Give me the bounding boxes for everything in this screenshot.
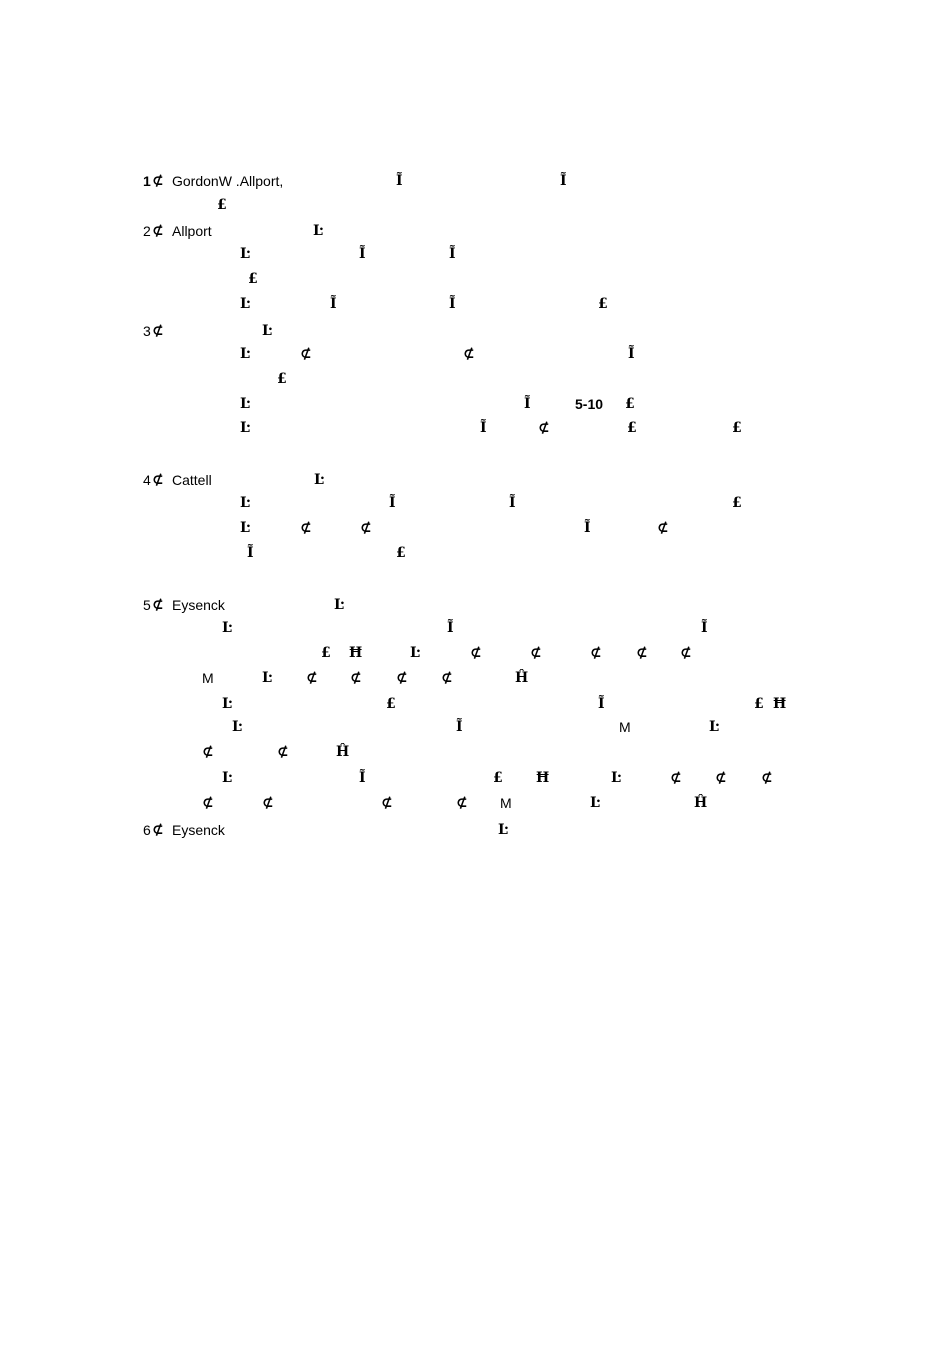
text-line (0, 493, 950, 513)
glyph-run: Ĩ (359, 770, 366, 786)
text-line (0, 717, 950, 737)
glyph-run: £ (321, 645, 331, 661)
text-line (0, 394, 950, 414)
text-run: M (202, 670, 214, 686)
text-line (0, 171, 950, 191)
glyph-run: Ŀ (709, 719, 719, 735)
glyph-run: £ (598, 296, 608, 312)
glyph-run: ⊄ (277, 744, 289, 760)
text-run: Allport (172, 223, 212, 239)
text-run: 4 (143, 472, 151, 488)
glyph-run: Ŀ (240, 246, 250, 262)
glyph-run: Ŀ (314, 472, 324, 488)
glyph-run: Ŀ (590, 795, 600, 811)
glyph-run: Ŀ (611, 770, 621, 786)
text-line (0, 643, 950, 663)
text-line (0, 793, 950, 813)
text-line (0, 470, 950, 490)
text-run: Cattell (172, 472, 212, 488)
text-line (0, 518, 950, 538)
glyph-run: ⊄ (202, 795, 214, 811)
glyph-run: Ŀ (222, 770, 232, 786)
text-run: 3 (143, 323, 151, 339)
glyph-run: ⊄ (538, 420, 550, 436)
text-run: 5 (143, 597, 151, 613)
text-line (0, 344, 950, 364)
glyph-run: ⊄ (381, 795, 393, 811)
text-run: Eysenck (172, 822, 225, 838)
glyph-run: Ŀ (222, 620, 232, 636)
glyph-run: ⊄ (152, 472, 164, 488)
glyph-run: £ (627, 420, 637, 436)
glyph-run: Ŀ (232, 719, 242, 735)
glyph-run: Ĩ (480, 420, 487, 436)
glyph-run: £ (732, 420, 742, 436)
glyph-run: ⊄ (152, 173, 164, 189)
glyph-run: £ (277, 371, 287, 387)
glyph-run: ⊄ (360, 520, 372, 536)
glyph-run: £ (248, 271, 258, 287)
glyph-run: Ħ (536, 770, 550, 786)
glyph-run: Ĥ (694, 795, 708, 811)
text-line (0, 742, 950, 762)
glyph-run: Ŀ (240, 346, 250, 362)
glyph-run: Ĩ (359, 246, 366, 262)
glyph-run: ⊄ (761, 770, 773, 786)
text-line (0, 768, 950, 788)
glyph-run: Ĩ (456, 719, 463, 735)
glyph-run: ⊄ (262, 795, 274, 811)
glyph-run: ⊄ (306, 670, 318, 686)
glyph-run: £ (493, 770, 503, 786)
text-line (0, 820, 950, 840)
text-line (0, 418, 950, 438)
glyph-run: Ŀ (222, 696, 232, 712)
glyph-run: Ĩ (584, 520, 591, 536)
glyph-run: ⊄ (300, 346, 312, 362)
glyph-run: ⊄ (715, 770, 727, 786)
glyph-run: £ (217, 197, 227, 213)
glyph-run: Ŀ (240, 420, 250, 436)
glyph-run: Ĩ (389, 495, 396, 511)
text-run: M (619, 719, 631, 735)
glyph-run: Ŀ (240, 520, 250, 536)
glyph-run: ⊄ (470, 645, 482, 661)
text-run: 2 (143, 223, 151, 239)
text-line (0, 369, 950, 389)
glyph-run: ⊄ (300, 520, 312, 536)
text-line (0, 668, 950, 688)
text-run: 6 (143, 822, 151, 838)
glyph-run: Ŀ (240, 296, 250, 312)
text-line (0, 294, 950, 314)
glyph-run: Ĩ (701, 620, 708, 636)
glyph-run: Ĩ (449, 246, 456, 262)
glyph-run: ⊄ (152, 597, 164, 613)
glyph-run: ⊄ (657, 520, 669, 536)
glyph-run: £ (754, 696, 764, 712)
glyph-run: Ĩ (628, 346, 635, 362)
glyph-run: ⊄ (441, 670, 453, 686)
text-run: 5-10 (575, 396, 604, 412)
text-line (0, 195, 950, 215)
glyph-run: ⊄ (590, 645, 602, 661)
text-line (0, 244, 950, 264)
text-line (0, 694, 950, 714)
glyph-run: ⊄ (670, 770, 682, 786)
text-run: Eysenck (172, 597, 225, 613)
glyph-run: £ (732, 495, 742, 511)
text-line (0, 221, 950, 241)
glyph-run: Ĥ (336, 744, 350, 760)
text-run: 1 (143, 173, 151, 189)
glyph-run: Ŀ (313, 223, 323, 239)
glyph-run: ⊄ (350, 670, 362, 686)
text-run: GordonW .Allport, (172, 173, 284, 189)
glyph-run: ⊄ (396, 670, 408, 686)
glyph-run: £ (625, 396, 635, 412)
glyph-run: ⊄ (463, 346, 475, 362)
glyph-run: Ħ (349, 645, 363, 661)
text-line (0, 543, 950, 563)
glyph-run: Ĥ (515, 670, 529, 686)
glyph-run: ⊄ (202, 744, 214, 760)
glyph-run: £ (386, 696, 396, 712)
glyph-run: Ħ (773, 696, 787, 712)
glyph-run: ⊄ (636, 645, 648, 661)
glyph-run: ⊄ (456, 795, 468, 811)
text-run: M (500, 795, 512, 811)
glyph-run: ⊄ (152, 223, 164, 239)
glyph-run: Ŀ (262, 323, 272, 339)
glyph-run: Ĩ (598, 696, 605, 712)
text-line (0, 321, 950, 341)
glyph-run: Ĩ (509, 495, 516, 511)
text-line (0, 618, 950, 638)
glyph-run: Ĩ (330, 296, 337, 312)
glyph-run: £ (396, 545, 406, 561)
glyph-run: Ĩ (396, 173, 403, 189)
text-line (0, 595, 950, 615)
glyph-run: Ŀ (498, 822, 508, 838)
glyph-run: ⊄ (680, 645, 692, 661)
glyph-run: Ŀ (334, 597, 344, 613)
glyph-run: ⊄ (152, 822, 164, 838)
glyph-run: Ŀ (240, 495, 250, 511)
text-line (0, 269, 950, 289)
glyph-run: Ĩ (247, 545, 254, 561)
glyph-run: Ĩ (449, 296, 456, 312)
glyph-run: Ŀ (410, 645, 420, 661)
glyph-run: ⊄ (530, 645, 542, 661)
glyph-run: Ŀ (262, 670, 272, 686)
glyph-run: Ĩ (524, 396, 531, 412)
glyph-run: ⊄ (152, 323, 164, 339)
glyph-run: Ŀ (240, 396, 250, 412)
glyph-run: Ĩ (560, 173, 567, 189)
glyph-run: Ĩ (447, 620, 454, 636)
